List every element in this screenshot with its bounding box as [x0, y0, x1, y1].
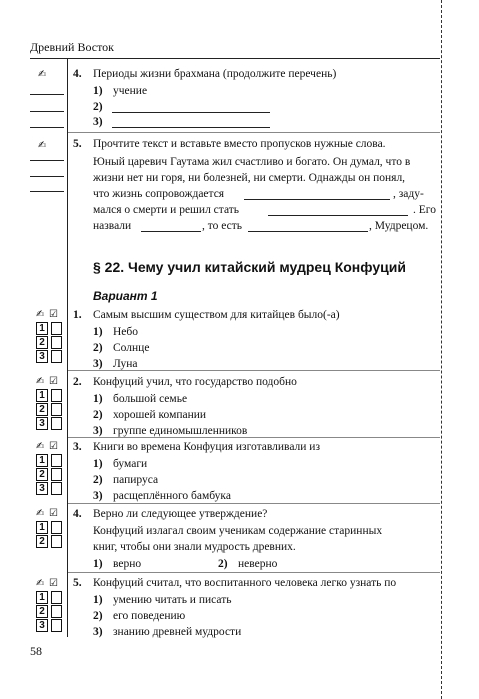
- answer-box[interactable]: [51, 417, 62, 430]
- answer-label-box: 2: [36, 336, 48, 349]
- pencil-icon: ✍: [36, 376, 45, 387]
- section-title: § 22. Чему учил китайский мудрец Конфуций: [93, 259, 406, 275]
- answer-blank[interactable]: [244, 199, 390, 200]
- pencil-icon: ✍: [38, 69, 47, 80]
- question-separator: [68, 503, 440, 504]
- checkbox-icon: ☑: [49, 441, 58, 452]
- answer-box[interactable]: [51, 521, 62, 534]
- answer-label-box: 1: [36, 389, 48, 402]
- option-number: 2): [93, 474, 103, 486]
- option-text: знанию древней мудрости: [113, 626, 242, 638]
- option-number: 3): [93, 425, 103, 437]
- option-number: 3): [93, 116, 103, 128]
- passage-line: что жизнь сопровождается: [93, 188, 225, 200]
- answer-box[interactable]: [51, 454, 62, 467]
- option-text: бумаги: [113, 458, 148, 470]
- checkbox-icon: ☑: [49, 309, 58, 320]
- question-number: 3.: [73, 441, 82, 453]
- answer-box[interactable]: [51, 336, 62, 349]
- page-number: 58: [30, 644, 42, 658]
- answer-box[interactable]: [51, 403, 62, 416]
- answer-box[interactable]: [51, 322, 62, 335]
- option-text: его поведению: [113, 610, 186, 622]
- question-text: Периоды жизни брахмана (продолжите перечень): [93, 68, 337, 80]
- answer-box[interactable]: [51, 389, 62, 402]
- answer-blank[interactable]: [268, 215, 408, 216]
- answer-label-box: 1: [36, 591, 48, 604]
- score-line: [30, 94, 64, 95]
- answer-box[interactable]: [51, 468, 62, 481]
- answer-label-box: 1: [36, 521, 48, 534]
- checkbox-icon: ☑: [49, 578, 58, 589]
- pencil-icon: ✍: [36, 441, 45, 452]
- answer-label-box: 1: [36, 454, 48, 467]
- statement-line: Конфуций излагал своим ученикам содержание старинных: [93, 525, 383, 537]
- option-text: учение: [113, 85, 148, 97]
- option-number: 2): [93, 101, 103, 113]
- header-rule: [30, 58, 440, 59]
- answer-box[interactable]: [51, 482, 62, 495]
- question-separator: [68, 370, 440, 371]
- option-text: папируса: [113, 474, 159, 486]
- answer-label-box: 3: [36, 417, 48, 430]
- question-text: Конфуций считал, что воспитанного человека легко узнать по: [93, 577, 397, 589]
- pencil-icon: ✍: [36, 508, 45, 519]
- question-number: 5.: [73, 138, 82, 150]
- answer-label-box: 2: [36, 403, 48, 416]
- passage-line: Юный царевич Гаутама жил счастливо и богато. Он думал, что в: [93, 156, 411, 168]
- question-number: 1.: [73, 309, 82, 321]
- answer-blank[interactable]: [248, 231, 368, 232]
- statement-line: книг, чтобы они знали мудрость древних.: [93, 541, 296, 553]
- pencil-icon: ✍: [36, 309, 45, 320]
- answer-label-box: 3: [36, 482, 48, 495]
- option-number: 3): [93, 626, 103, 638]
- score-line: [30, 176, 64, 177]
- answer-blank[interactable]: [141, 231, 201, 232]
- pencil-icon: ✍: [38, 140, 47, 151]
- option-text: хорошей компании: [113, 409, 207, 421]
- option-text: неверно: [238, 558, 278, 570]
- option-number: 3): [93, 358, 103, 370]
- passage-line: , заду-: [393, 188, 424, 200]
- answer-box[interactable]: [51, 350, 62, 363]
- option-text: Небо: [113, 326, 139, 338]
- score-line: [30, 191, 64, 192]
- question-text: Самым высшим существом для китайцев было(-а): [93, 309, 340, 321]
- option-number: 2): [93, 342, 103, 354]
- question-number: 4.: [73, 508, 82, 520]
- question-number: 5.: [73, 577, 82, 589]
- page-cut-edge: [441, 0, 442, 699]
- option-number: 2): [93, 610, 103, 622]
- score-line: [30, 160, 64, 161]
- option-number: 2): [93, 409, 103, 421]
- answer-label-box: 3: [36, 350, 48, 363]
- answer-box[interactable]: [51, 619, 62, 632]
- option-number: 1): [93, 326, 103, 338]
- passage-line: . Его: [413, 204, 436, 216]
- passage-line: мался о смерти и решил стать: [93, 204, 240, 216]
- checkbox-icon: ☑: [49, 376, 58, 387]
- answer-blank[interactable]: [112, 112, 270, 113]
- option-text: Луна: [113, 358, 138, 370]
- option-number: 1): [93, 85, 103, 97]
- question-separator: [68, 572, 440, 573]
- answer-label-box: 3: [36, 619, 48, 632]
- margin-rule: [67, 58, 68, 637]
- question-separator: [68, 437, 440, 438]
- answer-label-box: 2: [36, 535, 48, 548]
- score-line: [30, 127, 64, 128]
- answer-blank[interactable]: [112, 127, 270, 128]
- answer-box[interactable]: [51, 535, 62, 548]
- option-text: расщеплённого бамбука: [113, 490, 231, 502]
- question-text: Прочтите текст и вставьте вместо пропусков нужные слова.: [93, 138, 386, 150]
- passage-line: , Мудрецом.: [369, 220, 429, 232]
- passage-line: , то есть: [202, 220, 243, 232]
- score-line: [30, 111, 64, 112]
- option-number: 1): [93, 458, 103, 470]
- checkbox-icon: ☑: [49, 508, 58, 519]
- option-text: Солнце: [113, 342, 150, 354]
- answer-box[interactable]: [51, 591, 62, 604]
- option-text: группе единомышленников: [113, 425, 248, 437]
- pencil-icon: ✍: [36, 578, 45, 589]
- question-number: 4.: [73, 68, 82, 80]
- answer-label-box: 2: [36, 605, 48, 618]
- option-number: 2): [218, 558, 228, 570]
- running-header: Древний Восток: [30, 40, 114, 54]
- variant-label: Вариант 1: [93, 289, 158, 303]
- option-number: 1): [93, 558, 103, 570]
- question-text: Верно ли следующее утверждение?: [93, 508, 268, 520]
- option-number: 1): [93, 594, 103, 606]
- question-text: Конфуций учил, что государство подобно: [93, 376, 297, 388]
- option-number: 1): [93, 393, 103, 405]
- passage-line: назвали: [93, 220, 132, 232]
- question-separator: [68, 132, 440, 133]
- answer-label-box: 1: [36, 322, 48, 335]
- question-number: 2.: [73, 376, 82, 388]
- answer-box[interactable]: [51, 605, 62, 618]
- passage-line: жизни нет ни горя, ни болезней, ни смерти. Однажды он понял,: [93, 172, 406, 184]
- question-text: Книги во времена Конфуция изготавливали из: [93, 441, 321, 453]
- answer-label-box: 2: [36, 468, 48, 481]
- option-number: 3): [93, 490, 103, 502]
- option-text: умению читать и писать: [113, 594, 232, 606]
- option-text: большой семье: [113, 393, 188, 405]
- option-text: верно: [113, 558, 142, 570]
